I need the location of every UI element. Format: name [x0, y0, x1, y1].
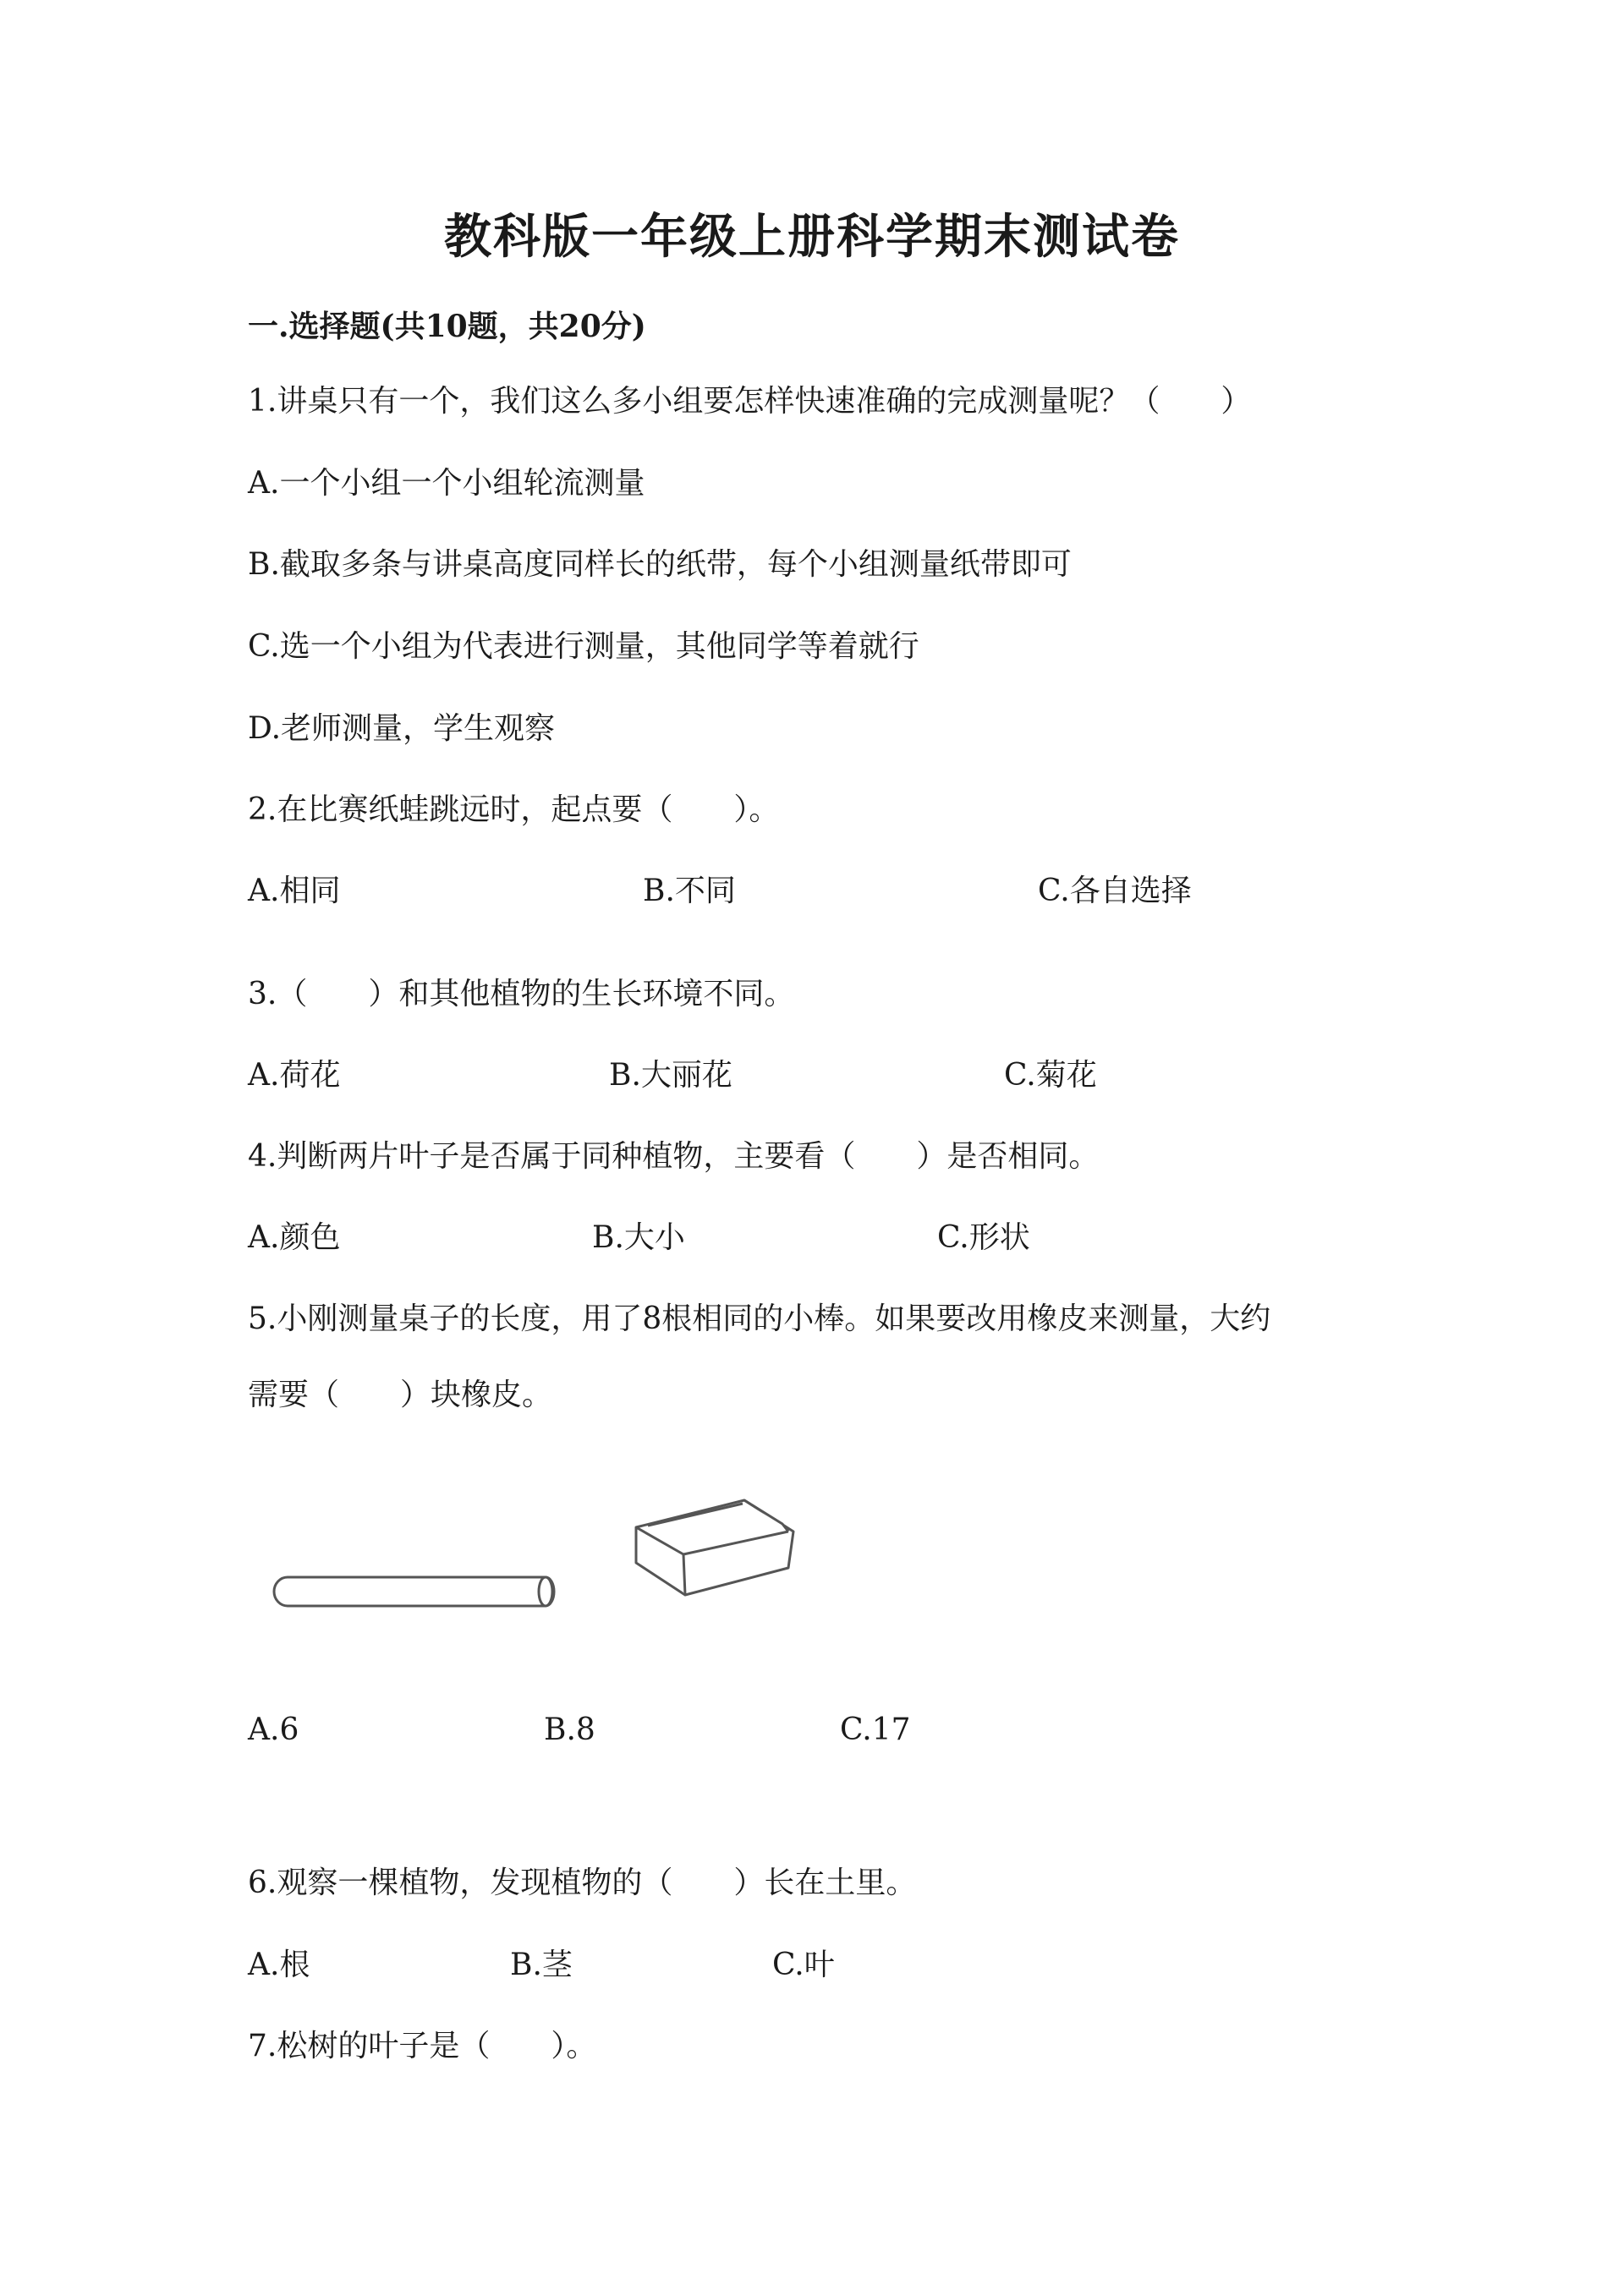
question-2-option-b: B.不同 — [643, 874, 736, 908]
question-3-option-a: A.荷花 — [248, 1058, 341, 1093]
question-5-stem-line-2: 需要（ ）块橡皮。 — [248, 1378, 553, 1412]
question-4-option-b: B.大小 — [592, 1220, 685, 1255]
question-1-option-c: C.选一个小组为代表进行测量，其他同学等着就行 — [248, 629, 919, 664]
question-3-option-b: B.大丽花 — [609, 1058, 732, 1093]
question-6-option-b: B.茎 — [510, 1948, 573, 1982]
question-5-option-a: A.6 — [248, 1712, 299, 1747]
question-1-option-a: A.一个小组一个小组轮流测量 — [248, 466, 645, 501]
question-5-option-c: C.17 — [840, 1712, 911, 1747]
question-4-option-c: C.形状 — [937, 1220, 1030, 1255]
question-6-option-c: C.叶 — [772, 1948, 835, 1982]
stick-icon — [274, 1577, 554, 1606]
question-7-stem: 7.松树的叶子是（ ）。 — [248, 2029, 597, 2063]
question-3-option-c: C.菊花 — [1004, 1058, 1097, 1093]
question-6-option-a: A.根 — [248, 1948, 310, 1982]
question-2-stem: 2.在比赛纸蛙跳远时，起点要（ ）。 — [248, 792, 780, 827]
question-5-option-b: B.8 — [544, 1712, 595, 1747]
question-1-option-b: B.截取多条与讲桌高度同样长的纸带，每个小组测量纸带即可 — [248, 547, 1072, 582]
question-5-stem-line-1: 5.小刚测量桌子的长度，用了8根相同的小棒。如果要改用橡皮来测量，大约 — [248, 1301, 1271, 1336]
question-4-stem: 4.判断两片叶子是否属于同种植物，主要看（ ）是否相同。 — [248, 1139, 1100, 1174]
question-2-option-c: C.各自选择 — [1038, 874, 1192, 908]
question-1-option-d: D.老师测量，学生观察 — [248, 711, 556, 746]
eraser-icon — [636, 1500, 793, 1595]
question-3-stem: 3.（ ）和其他植物的生长环境不同。 — [248, 977, 795, 1011]
stick-and-eraser-figure — [271, 1495, 812, 1630]
question-5-figure — [271, 1495, 812, 1634]
question-2-option-a: A.相同 — [248, 874, 341, 908]
question-6-stem: 6.观察一棵植物，发现植物的（ ）长在土里。 — [248, 1866, 917, 1900]
question-4-option-a: A.颜色 — [248, 1220, 341, 1255]
section-heading: 一.选择题(共10题，共20分) — [248, 309, 646, 344]
question-1-stem: 1.讲桌只有一个，我们这么多小组要怎样快速准确的完成测量呢？（ ） — [248, 384, 1252, 419]
exam-title: 教科版一年级上册科学期末测试卷 — [444, 209, 1180, 265]
